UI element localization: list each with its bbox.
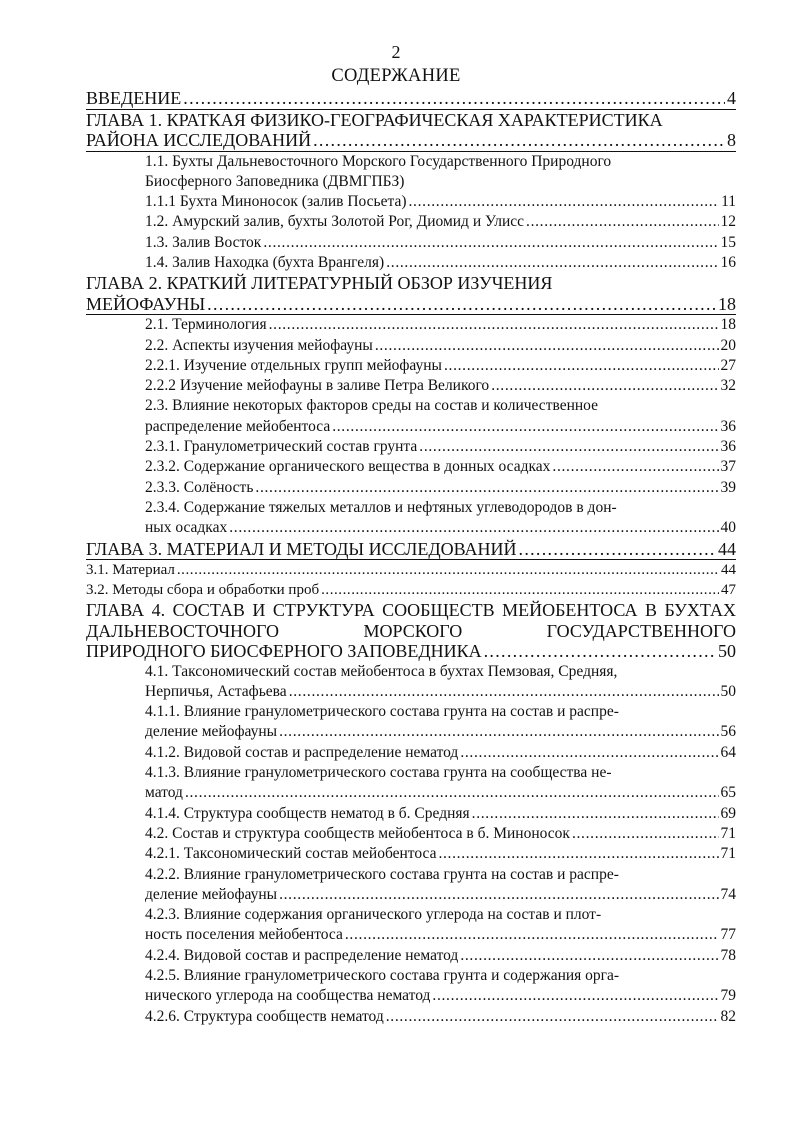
toc-entry-line bbox=[145, 172, 736, 192]
toc-page-number: 50 bbox=[718, 641, 736, 662]
toc-entry-line bbox=[86, 294, 736, 315]
toc-page-number: 79 bbox=[720, 987, 736, 1005]
toc-entry-line bbox=[86, 130, 736, 151]
toc-entry bbox=[86, 376, 736, 396]
toc-entry bbox=[86, 253, 736, 273]
toc-entry-title: 1.1.1 Бухта Миноносок (залив Посьета) bbox=[145, 193, 407, 211]
toc-entry-line bbox=[86, 539, 736, 560]
toc-entry-line bbox=[86, 641, 736, 662]
toc-entry-line bbox=[145, 824, 736, 844]
toc-entry-line bbox=[145, 682, 736, 702]
dot-leader bbox=[269, 315, 719, 335]
toc-page-number: 78 bbox=[720, 946, 736, 964]
toc-page-number: 8 bbox=[727, 130, 736, 150]
toc-entry-title: 4.2. Состав и структура сообществ мейобентоса в б. Миноносок bbox=[145, 824, 570, 842]
toc-entry-title: 2.2.1. Изучение отдельных групп мейофауны bbox=[145, 356, 442, 374]
toc-entry bbox=[86, 1007, 736, 1027]
toc-entry-line bbox=[145, 518, 736, 538]
toc-entry-title: ГЛАВА 2. КРАТКИЙ ЛИТЕРАТУРНЫЙ ОБЗОР ИЗУЧЕНИЯ bbox=[86, 273, 553, 294]
toc-page-number: 77 bbox=[720, 926, 736, 944]
table-of-contents bbox=[86, 88, 736, 1027]
toc-entry-line bbox=[86, 560, 736, 580]
toc-page-number: 18 bbox=[720, 316, 736, 334]
toc-entry-line bbox=[145, 315, 736, 335]
toc-entry bbox=[86, 88, 736, 110]
toc-entry bbox=[86, 743, 736, 763]
dot-leader bbox=[460, 743, 718, 763]
toc-entry bbox=[86, 844, 736, 864]
toc-entry bbox=[86, 600, 736, 662]
toc-entry bbox=[86, 662, 736, 703]
dot-leader bbox=[484, 641, 716, 662]
toc-page-number: 18 bbox=[718, 293, 736, 314]
toc-entry bbox=[86, 905, 736, 946]
toc-entry-title: 2.3.2. Содержание органического вещества в донных осадках bbox=[145, 458, 551, 476]
toc-entry-line bbox=[145, 233, 736, 253]
toc-page-number: 71 bbox=[720, 845, 736, 863]
toc-entry-title: 2.2. Аспекты изучения мейофауны bbox=[145, 336, 373, 354]
dot-leader bbox=[386, 253, 718, 273]
toc-page-number: 12 bbox=[720, 213, 736, 231]
toc-entry-title: нического углерода на сообщества нематод bbox=[145, 987, 431, 1005]
toc-entry-title: РАЙОНА ИССЛЕДОВАНИЙ bbox=[86, 130, 312, 150]
toc-entry-title: 1.2. Амурский залив, бухты Золотой Рог, Диомид и Улисс bbox=[145, 213, 525, 231]
toc-entry-title: 2.3.3. Солёность bbox=[145, 478, 254, 496]
dot-leader bbox=[552, 457, 718, 477]
dot-leader bbox=[572, 824, 719, 844]
toc-entry-line bbox=[145, 986, 736, 1006]
toc-entry-title: 4.2.1. Таксономический состав мейобентоса bbox=[145, 845, 437, 863]
toc-page-number: 16 bbox=[720, 253, 736, 271]
dot-leader bbox=[460, 946, 718, 966]
toc-entry bbox=[86, 356, 736, 376]
toc-page-number: 47 bbox=[721, 582, 736, 599]
toc-entry-title: 2.3.4. Содержание тяжелых металлов и нефтяных углеводородов в дон- bbox=[145, 498, 617, 516]
toc-page-number: 50 bbox=[720, 682, 736, 700]
toc-entry bbox=[86, 498, 736, 539]
dot-leader bbox=[177, 560, 719, 580]
toc-entry bbox=[86, 396, 736, 437]
toc-entry-title: МЕЙОФАУНЫ bbox=[86, 293, 206, 314]
toc-entry-line bbox=[145, 192, 736, 212]
toc-entry-title: 1.3. Залив Восток bbox=[145, 233, 262, 251]
toc-entry bbox=[86, 763, 736, 804]
toc-page-number: 20 bbox=[720, 336, 736, 354]
dot-leader bbox=[185, 783, 719, 803]
toc-entry bbox=[86, 702, 736, 743]
toc-entry bbox=[86, 865, 736, 906]
dot-leader bbox=[438, 844, 718, 864]
toc-entry bbox=[86, 560, 736, 580]
toc-page-number: 32 bbox=[720, 377, 736, 395]
dot-leader bbox=[491, 376, 718, 396]
toc-entry-line bbox=[145, 885, 736, 905]
toc-entry bbox=[86, 315, 736, 335]
document-title: СОДЕРЖАНИЕ bbox=[331, 66, 461, 86]
toc-entry-line bbox=[145, 925, 736, 945]
toc-page-number: 27 bbox=[720, 356, 736, 374]
toc-page-number: 36 bbox=[720, 438, 736, 456]
toc-entry-title: ных осадках bbox=[145, 519, 228, 537]
toc-entry bbox=[86, 212, 736, 232]
dot-leader bbox=[279, 885, 718, 905]
toc-page-number: 71 bbox=[720, 824, 736, 842]
toc-entry-title: 4.2.3. Влияние содержания органического углерода на состав и плот- bbox=[145, 906, 602, 924]
toc-entry bbox=[86, 233, 736, 253]
toc-entry-title: ность поселения мейобентоса bbox=[145, 926, 343, 944]
toc-page-number: 69 bbox=[720, 804, 736, 822]
toc-entry bbox=[86, 580, 736, 600]
dot-leader bbox=[279, 722, 718, 742]
toc-entry-line bbox=[145, 743, 736, 763]
dot-leader bbox=[519, 539, 716, 560]
toc-entry-title: 4.2.4. Видовой состав и распределение нематод bbox=[145, 946, 459, 964]
toc-entry-line bbox=[145, 212, 736, 232]
toc-entry-line bbox=[145, 336, 736, 356]
toc-entry bbox=[86, 804, 736, 824]
toc-entry-title: 1.4. Залив Находка (бухта Врангеля) bbox=[145, 253, 385, 271]
dot-leader bbox=[526, 212, 718, 232]
dot-leader bbox=[419, 437, 718, 457]
toc-entry bbox=[86, 192, 736, 212]
toc-entry bbox=[86, 110, 736, 152]
toc-entry-line bbox=[145, 478, 736, 498]
toc-entry-line bbox=[145, 437, 736, 457]
toc-entry-title: 3.1. Материал bbox=[86, 562, 175, 579]
toc-entry-title: 4.1.4. Структура сообществ нематод в б. Средняя bbox=[145, 804, 470, 822]
toc-entry bbox=[86, 437, 736, 457]
toc-page-number: 64 bbox=[720, 743, 736, 761]
toc-entry-title: 2.3. Влияние некоторых факторов среды на состав и количественное bbox=[145, 397, 598, 415]
toc-entry-line bbox=[145, 1007, 736, 1027]
toc-entry-line bbox=[145, 844, 736, 864]
toc-entry-title: 4.2.2. Влияние гранулометрического состава грунта на состав и распре- bbox=[145, 865, 619, 883]
toc-entry-line bbox=[86, 88, 736, 109]
toc-entry-title: 2.2.2 Изучение мейофауны в заливе Петра Великого bbox=[145, 377, 490, 395]
dot-leader bbox=[183, 88, 725, 109]
toc-entry bbox=[86, 152, 736, 193]
dot-leader bbox=[207, 294, 716, 315]
toc-entry-title: ПРИРОДНОГО БИОСФЕРНОГО ЗАПОВЕДНИКА bbox=[86, 641, 482, 662]
toc-entry-line bbox=[145, 376, 736, 396]
toc-entry-line bbox=[145, 253, 736, 273]
toc-entry bbox=[86, 824, 736, 844]
dot-leader bbox=[345, 925, 719, 945]
toc-entry-line bbox=[145, 457, 736, 477]
dot-leader bbox=[472, 804, 719, 824]
toc-entry-line bbox=[145, 722, 736, 742]
toc-entry-title: 4.2.5. Влияние гранулометрического состава грунта и содержания орга- bbox=[145, 967, 620, 984]
toc-page-number: 40 bbox=[720, 519, 736, 537]
toc-entry bbox=[86, 336, 736, 356]
toc-entry-line bbox=[145, 946, 736, 966]
toc-entry-title: 3.2. Методы сбора и обработки проб bbox=[86, 582, 320, 599]
toc-entry bbox=[86, 946, 736, 966]
toc-entry-title: 2.1. Терминология bbox=[145, 316, 267, 334]
toc-page-number: 39 bbox=[720, 478, 736, 496]
toc-page-number: 74 bbox=[720, 885, 736, 903]
toc-entry-line bbox=[145, 804, 736, 824]
toc-page-number: 44 bbox=[718, 538, 736, 559]
dot-leader bbox=[386, 1007, 719, 1027]
toc-page-number: 15 bbox=[720, 233, 736, 251]
toc-page-number: 56 bbox=[720, 723, 736, 741]
toc-entry-title: 4.1.2. Видовой состав и распределение нематод bbox=[145, 743, 459, 761]
toc-entry-title: ГЛАВА 4. СОСТАВ И СТРУКТУРА СООБЩЕСТВ МЕЙОБЕНТОСА В БУХТАХ ДАЛЬНЕВОСТОЧНОГО МОРСКОГО ГОСУДАРСТВЕННОГО bbox=[86, 600, 736, 641]
dot-leader bbox=[289, 682, 719, 702]
dot-leader bbox=[313, 130, 725, 151]
toc-entry-line bbox=[145, 356, 736, 376]
toc-entry-title: 2.3.1. Гранулометрический состав грунта bbox=[145, 438, 418, 456]
toc-page-number: 4 bbox=[727, 88, 736, 108]
toc-entry-title: деление мейофауны bbox=[145, 885, 278, 903]
toc-entry-line bbox=[145, 783, 736, 803]
toc-page-number: 37 bbox=[720, 458, 736, 476]
toc-entry-line bbox=[86, 580, 736, 600]
toc-entry bbox=[86, 457, 736, 477]
dot-leader bbox=[375, 336, 719, 356]
toc-entry bbox=[86, 966, 736, 1007]
toc-entry-title: деление мейофауны bbox=[145, 723, 278, 741]
dot-leader bbox=[409, 192, 720, 212]
dot-leader bbox=[263, 233, 718, 253]
toc-entry-title: 4.1. Таксономический состав мейобентоса в бухтах Пемзовая, Средняя, bbox=[145, 662, 618, 680]
toc-entry bbox=[86, 539, 736, 561]
toc-entry-title: 4.1.1. Влияние гранулометрического состава грунта на состав и распре- bbox=[145, 703, 619, 721]
dot-leader bbox=[255, 478, 718, 498]
dot-leader bbox=[229, 518, 718, 538]
toc-entry-title: матод bbox=[145, 784, 183, 802]
toc-page-number: 82 bbox=[720, 1007, 736, 1025]
toc-entry-title: 1.1. Бухты Дальневосточного Морского Государственного Природного bbox=[145, 152, 612, 170]
page-number: 2 bbox=[391, 42, 401, 62]
toc-entry bbox=[86, 478, 736, 498]
toc-entry-title: Биосферного Заповедника (ДВМГПБЗ) bbox=[145, 172, 405, 190]
toc-entry-line bbox=[145, 417, 736, 437]
dot-leader bbox=[432, 986, 718, 1006]
toc-page-number: 11 bbox=[721, 193, 736, 211]
toc-entry-title: ГЛАВА 1. КРАТКАЯ ФИЗИКО-ГЕОГРАФИЧЕСКАЯ ХАРАКТЕРИСТИКА bbox=[86, 109, 663, 130]
toc-entry-title: ВВЕДЕНИЕ bbox=[86, 88, 182, 108]
toc-page-number: 36 bbox=[720, 417, 736, 435]
toc-entry-title: ГЛАВА 3. МАТЕРИАЛ И МЕТОДЫ ИССЛЕДОВАНИЙ bbox=[86, 538, 517, 559]
toc-entry-title: Нерпичья, Астафьева bbox=[145, 682, 287, 700]
toc-entry-title: 4.1.3. Влияние гранулометрического состава грунта на сообщества не- bbox=[145, 764, 612, 782]
toc-entry bbox=[86, 273, 736, 315]
toc-entry-title: 4.2.6. Структура сообществ нематод bbox=[145, 1007, 384, 1025]
toc-page-number: 44 bbox=[721, 562, 736, 579]
toc-entry-title: распределение мейобентоса bbox=[145, 417, 331, 435]
dot-leader bbox=[321, 580, 719, 600]
toc-page-number: 65 bbox=[720, 784, 736, 802]
dot-leader bbox=[444, 356, 719, 376]
dot-leader bbox=[332, 417, 718, 437]
